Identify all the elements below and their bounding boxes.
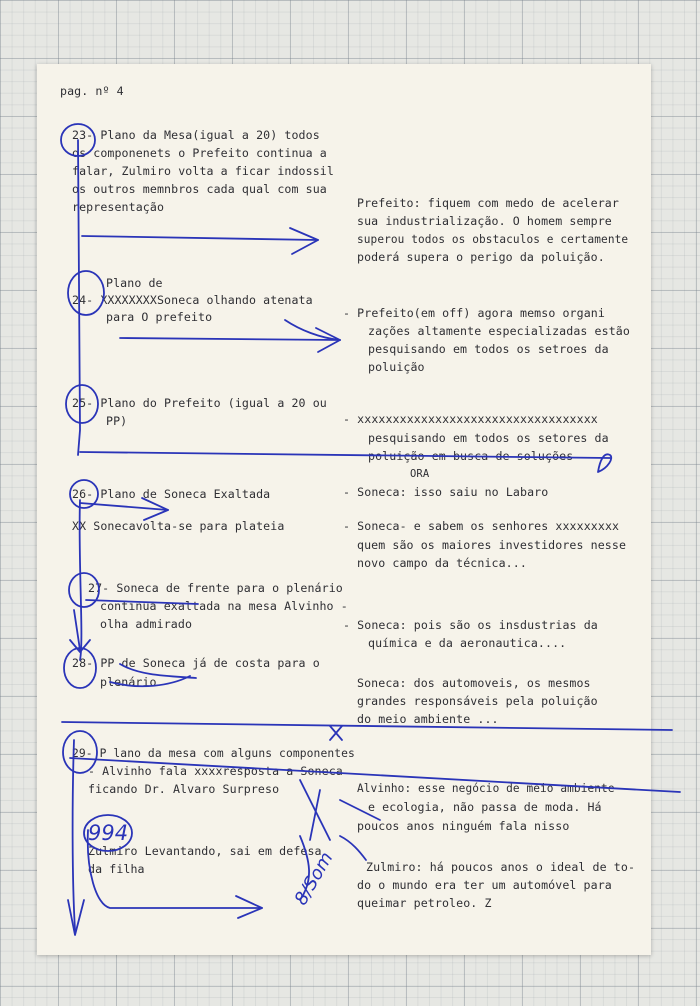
scene-25-line-1: 25- Plano do Prefeito (igual a 20 ou: [72, 396, 327, 410]
dialogue-23-line-4: poderá supera o perigo da poluição.: [357, 250, 605, 264]
dialogue-24-line-3: pesquisando em todos os setroes da: [368, 342, 609, 356]
scene-30-line-2: da filha: [88, 862, 145, 876]
dialogue-25-line-3: poluição em busca de soluções: [368, 449, 574, 463]
scene-23-line-1: 23- Plano da Mesa(igual a 20) todos: [72, 128, 320, 142]
dialogue-29-line-2: e ecologia, não passa de moda. Há: [368, 800, 602, 814]
scene-29-line-2: - Alvinho fala xxxxresposta a Soneca: [88, 764, 343, 778]
scene-27-line-3: olha admirado: [100, 617, 193, 631]
dialogue-23-line-3: superou todos os obstaculos e certamente: [357, 233, 629, 246]
scene-24-line-1: Plano de: [106, 276, 163, 290]
dialogue-24-line-2: zações altamente especializadas estão: [368, 324, 630, 338]
dialogue-28-line-3: do meio ambiente ...: [357, 712, 499, 726]
dialogue-27a-line-3: novo campo da técnica...: [357, 556, 527, 570]
page-number: pag. nº 4: [60, 84, 124, 98]
scene-29-line-3: ficando Dr. Alvaro Surpreso: [88, 782, 280, 796]
scene-26-line-1: 26- Plano de Soneca Exaltada: [72, 487, 271, 501]
scene-27-line-1: 27- Soneca de frente para o plenário: [88, 581, 343, 595]
handwritten-number: 994: [88, 821, 129, 845]
scene-23-line-4: os outros memnbros cada qual com sua: [72, 182, 327, 196]
scene-28-line-1: 28- PP de Soneca já de costa para o: [72, 656, 320, 670]
dialogue-24-line-4: poluição: [368, 360, 425, 374]
dialogue-28-line-2: grandes responsáveis pela poluição: [357, 694, 598, 708]
scene-27a-line-1: XX Sonecavolta-se para plateia: [72, 519, 285, 533]
scene-30-line-1: Zulmiro Levantando, sai em defesa: [88, 844, 322, 858]
scene-23-line-2: os componenets o Prefeito continua a: [72, 146, 327, 160]
dialogue-26-line-1: - Soneca: isso saiu no Labaro: [343, 485, 549, 499]
scene-23-line-5: representação: [72, 200, 165, 214]
scene-23-line-3: falar, Zulmiro volta a ficar indossil: [72, 164, 334, 178]
dialogue-27a-line-2: quem são os maiores investidores nesse: [357, 538, 627, 552]
scene-27-line-2: continua exaltada na mesa Alvinho -: [100, 599, 348, 613]
dialogue-28-line-1: Soneca: dos automoveis, os mesmos: [357, 676, 591, 690]
dialogue-27-line-2: química e da aeronautica....: [368, 636, 567, 650]
dialogue-25-line-1: - xxxxxxxxxxxxxxxxxxxxxxxxxxxxxxxxxx: [343, 412, 598, 426]
dialogue-27-line-1: - Soneca: pois são os insdustrias da: [343, 618, 598, 632]
dialogue-29-line-3: poucos anos ninguém fala nisso: [357, 819, 570, 833]
dialogue-25-insert: ORA: [410, 468, 430, 480]
dialogue-29-line-1: Alvinho: esse negócio de meio ambiente: [357, 782, 615, 795]
dialogue-25-line-2: pesquisando em todos os setores da: [368, 431, 609, 445]
scene-25-line-2: PP): [106, 414, 128, 428]
scene-29-line-1: 29- P lano da mesa com alguns componentes: [72, 747, 355, 760]
scene-24-line-2: 24- XXXXXXXXSoneca olhando atenata: [72, 293, 313, 307]
scene-28-line-2: plenário: [100, 675, 157, 689]
scene-24-line-3: para O prefeito: [106, 310, 213, 324]
dialogue-30-line-3: queimar petroleo. Z: [357, 896, 492, 910]
dialogue-27a-line-1: - Soneca- e sabem os senhores xxxxxxxxx: [343, 519, 620, 533]
dialogue-30-line-1: Zulmiro: há poucos anos o ideal de to-: [366, 860, 636, 874]
handwritten-side-note: 8/Som: [290, 848, 338, 909]
dialogue-23-line-1: Prefeito: fiquem com medo de acelerar: [357, 196, 619, 210]
dialogue-23-line-2: sua industrialização. O homem sempre: [357, 214, 612, 228]
dialogue-24-line-1: - Prefeito(em off) agora memso organi: [343, 306, 605, 320]
dialogue-30-line-2: do o mundo era ter um automóvel para: [357, 878, 612, 892]
